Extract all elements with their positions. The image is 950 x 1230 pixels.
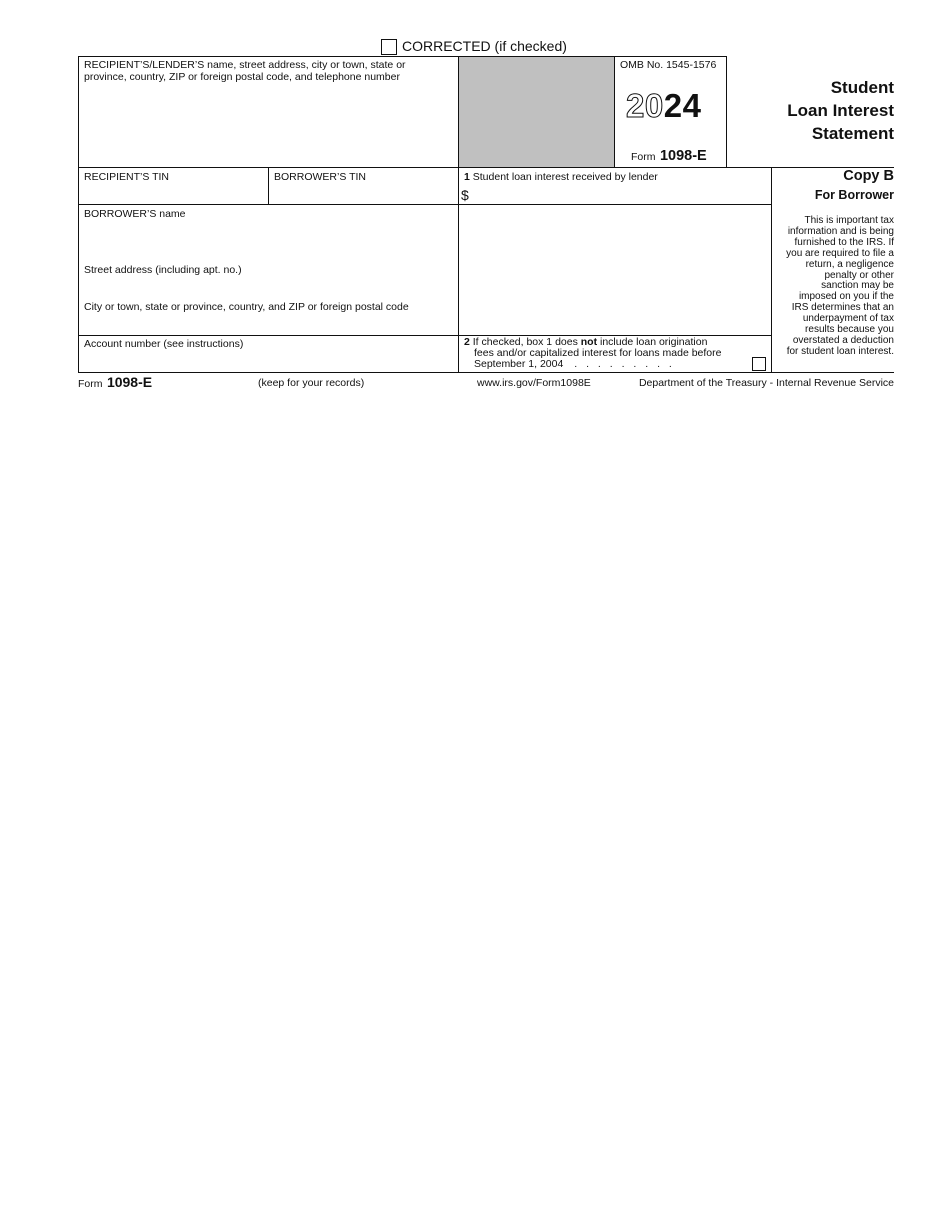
form-title-line2: Loan Interest bbox=[787, 101, 894, 120]
tax-year-bold: 24 bbox=[663, 87, 702, 124]
account-number-label: Account number (see instructions) bbox=[84, 338, 244, 350]
divider-shaded-omb bbox=[614, 56, 615, 167]
borrower-name-label: BORROWER’S name bbox=[84, 208, 186, 220]
copy-notice: This is important tax information and is being furnished to the IRS. If you are required to file a return, a negligence penalty or other sanction may be imposed on you if the IRS determines that an underpayment of tax results because you overstated a deduction for student loan interest. bbox=[786, 215, 894, 357]
divider-tins bbox=[268, 167, 269, 204]
form-title bbox=[740, 76, 894, 145]
city-field[interactable] bbox=[84, 316, 452, 333]
box2-checkbox[interactable] bbox=[752, 357, 766, 371]
corrected-label: CORRECTED (if checked) bbox=[402, 38, 567, 54]
line-tin-row-bottom bbox=[78, 204, 771, 205]
recipient-name-label: RECIPIENT’S/LENDER’S name, street address, city or town, state or province, country, ZIP or foreign postal code, and telephone number bbox=[84, 59, 406, 83]
account-number-field[interactable] bbox=[84, 353, 452, 370]
form-title-line3: Statement bbox=[811, 124, 894, 143]
copy-title: Copy B bbox=[843, 168, 894, 184]
form-title-line1: Student bbox=[830, 78, 894, 97]
footer-agency: Department of the Treasury - Internal Revenue Service bbox=[638, 377, 894, 389]
footer-form-number: Form 1098-E bbox=[78, 374, 153, 390]
copy-subtitle: For Borrower bbox=[814, 188, 894, 202]
omb-number: OMB No. 1545-1576 bbox=[620, 59, 717, 71]
form-left-border bbox=[78, 56, 79, 373]
tax-year-outline: 20 bbox=[626, 87, 664, 124]
street-address-label: Street address (including apt. no.) bbox=[84, 264, 242, 276]
borrower-tin-label: BORROWER’S TIN bbox=[274, 171, 366, 183]
recipient-name-field[interactable] bbox=[84, 88, 452, 162]
form-bottom-border bbox=[78, 372, 894, 373]
footer-keep-records: (keep for your records) bbox=[258, 377, 365, 389]
shaded-box bbox=[459, 57, 614, 167]
form-number-header: Form 1098-E bbox=[631, 148, 707, 164]
omb-right-border bbox=[726, 56, 727, 167]
city-label: City or town, state or province, country, and ZIP or foreign postal code bbox=[84, 301, 409, 313]
box2-text bbox=[464, 337, 744, 370]
box1-label: 1 Student loan interest received by lender bbox=[464, 171, 658, 183]
borrower-tin-field[interactable] bbox=[274, 185, 452, 202]
recipient-tin-field[interactable] bbox=[84, 185, 262, 202]
tax-year bbox=[626, 88, 701, 124]
box2-line2: fees and/or capitalized interest for loans made before bbox=[474, 347, 722, 359]
street-address-field[interactable] bbox=[84, 279, 452, 296]
form-top-border bbox=[78, 56, 726, 57]
box1-currency: $ bbox=[461, 187, 469, 203]
footer-url: www.irs.gov/Form1098E bbox=[477, 377, 591, 389]
box2-line1: 2 If checked, box 1 does not include loan origination bbox=[464, 336, 708, 348]
borrower-name-field[interactable] bbox=[84, 224, 452, 260]
box2-line3: September 1, 2004 . . . . . . . . . bbox=[474, 358, 675, 370]
corrected-checkbox[interactable] bbox=[381, 39, 397, 55]
recipient-tin-label: RECIPIENT’S TIN bbox=[84, 171, 169, 183]
box1-amount-field[interactable] bbox=[474, 186, 766, 203]
